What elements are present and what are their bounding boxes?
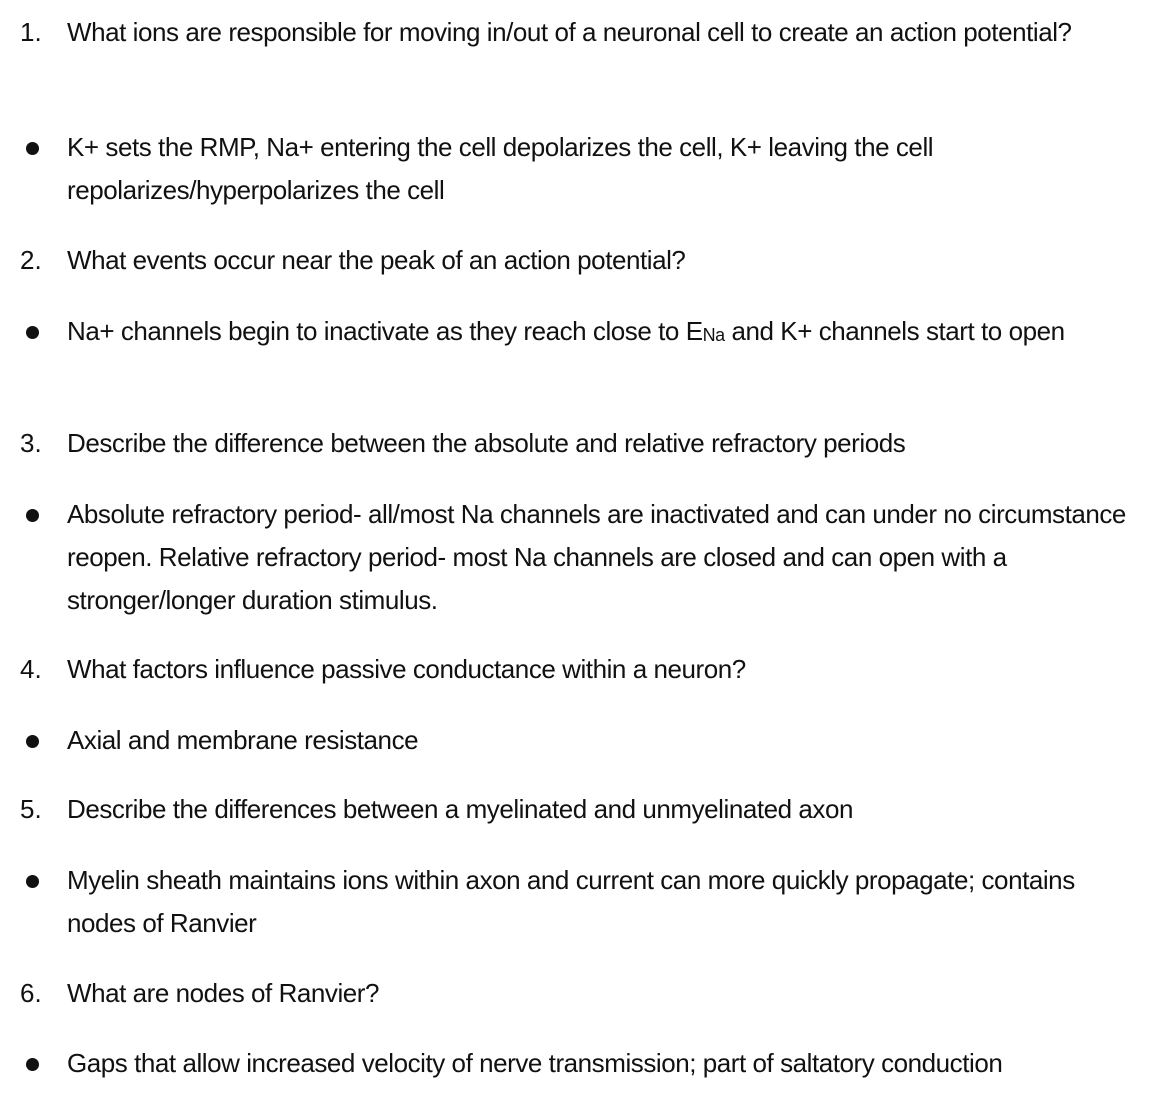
bullet-icon (26, 1058, 39, 1071)
question-text: What ions are responsible for moving in/out of a neuronal cell to create an action potential? (67, 17, 1072, 47)
question-number: 6. (20, 978, 42, 1008)
bullet-icon (26, 142, 39, 155)
bullet-icon (26, 735, 39, 748)
bullet-icon (26, 875, 39, 888)
question-text: Describe the differences between a myelinated and unmyelinated axon (67, 794, 853, 824)
question-number: 5. (20, 794, 42, 824)
answer-text: Absolute refractory period- all/most Na channels are inactivated and can under no circumstance reopen. Relative refractory period- most Na channels are closed and can open with a stronger/longer duration stimulus. (67, 499, 1126, 615)
answer-text: Axial and membrane resistance (67, 725, 419, 755)
answer-text-part: and K+ channels start to open (724, 316, 1065, 346)
question-text: Describe the difference between the absolute and relative refractory periods (67, 428, 906, 458)
answer-text-part: Na+ channels begin to inactivate as they reach close to E (67, 316, 703, 346)
question-text: What are nodes of Ranvier? (67, 978, 380, 1008)
question-text: What events occur near the peak of an action potential? (67, 245, 686, 275)
answer-text: K+ sets the RMP, Na+ entering the cell depolarizes the cell, K+ leaving the cell repolarizes/hyperpolarizes the cell (67, 132, 934, 205)
question-text: What factors influence passive conductance within a neuron? (67, 654, 746, 684)
bullet-icon (26, 326, 39, 339)
question-number: 3. (20, 428, 42, 458)
answer-text (67, 310, 1150, 356)
answer-text: Myelin sheath maintains ions within axon and current can more quickly propagate; contains nodes of Ranvier (67, 865, 1075, 938)
question-number: 4. (20, 654, 42, 684)
bullet-icon (26, 509, 39, 522)
answer-text: Gaps that allow increased velocity of nerve transmission; part of saltatory conduction (67, 1048, 1003, 1078)
question-number: 1. (20, 17, 42, 47)
subscript-na: Na (702, 325, 725, 345)
question-number: 2. (20, 245, 42, 275)
